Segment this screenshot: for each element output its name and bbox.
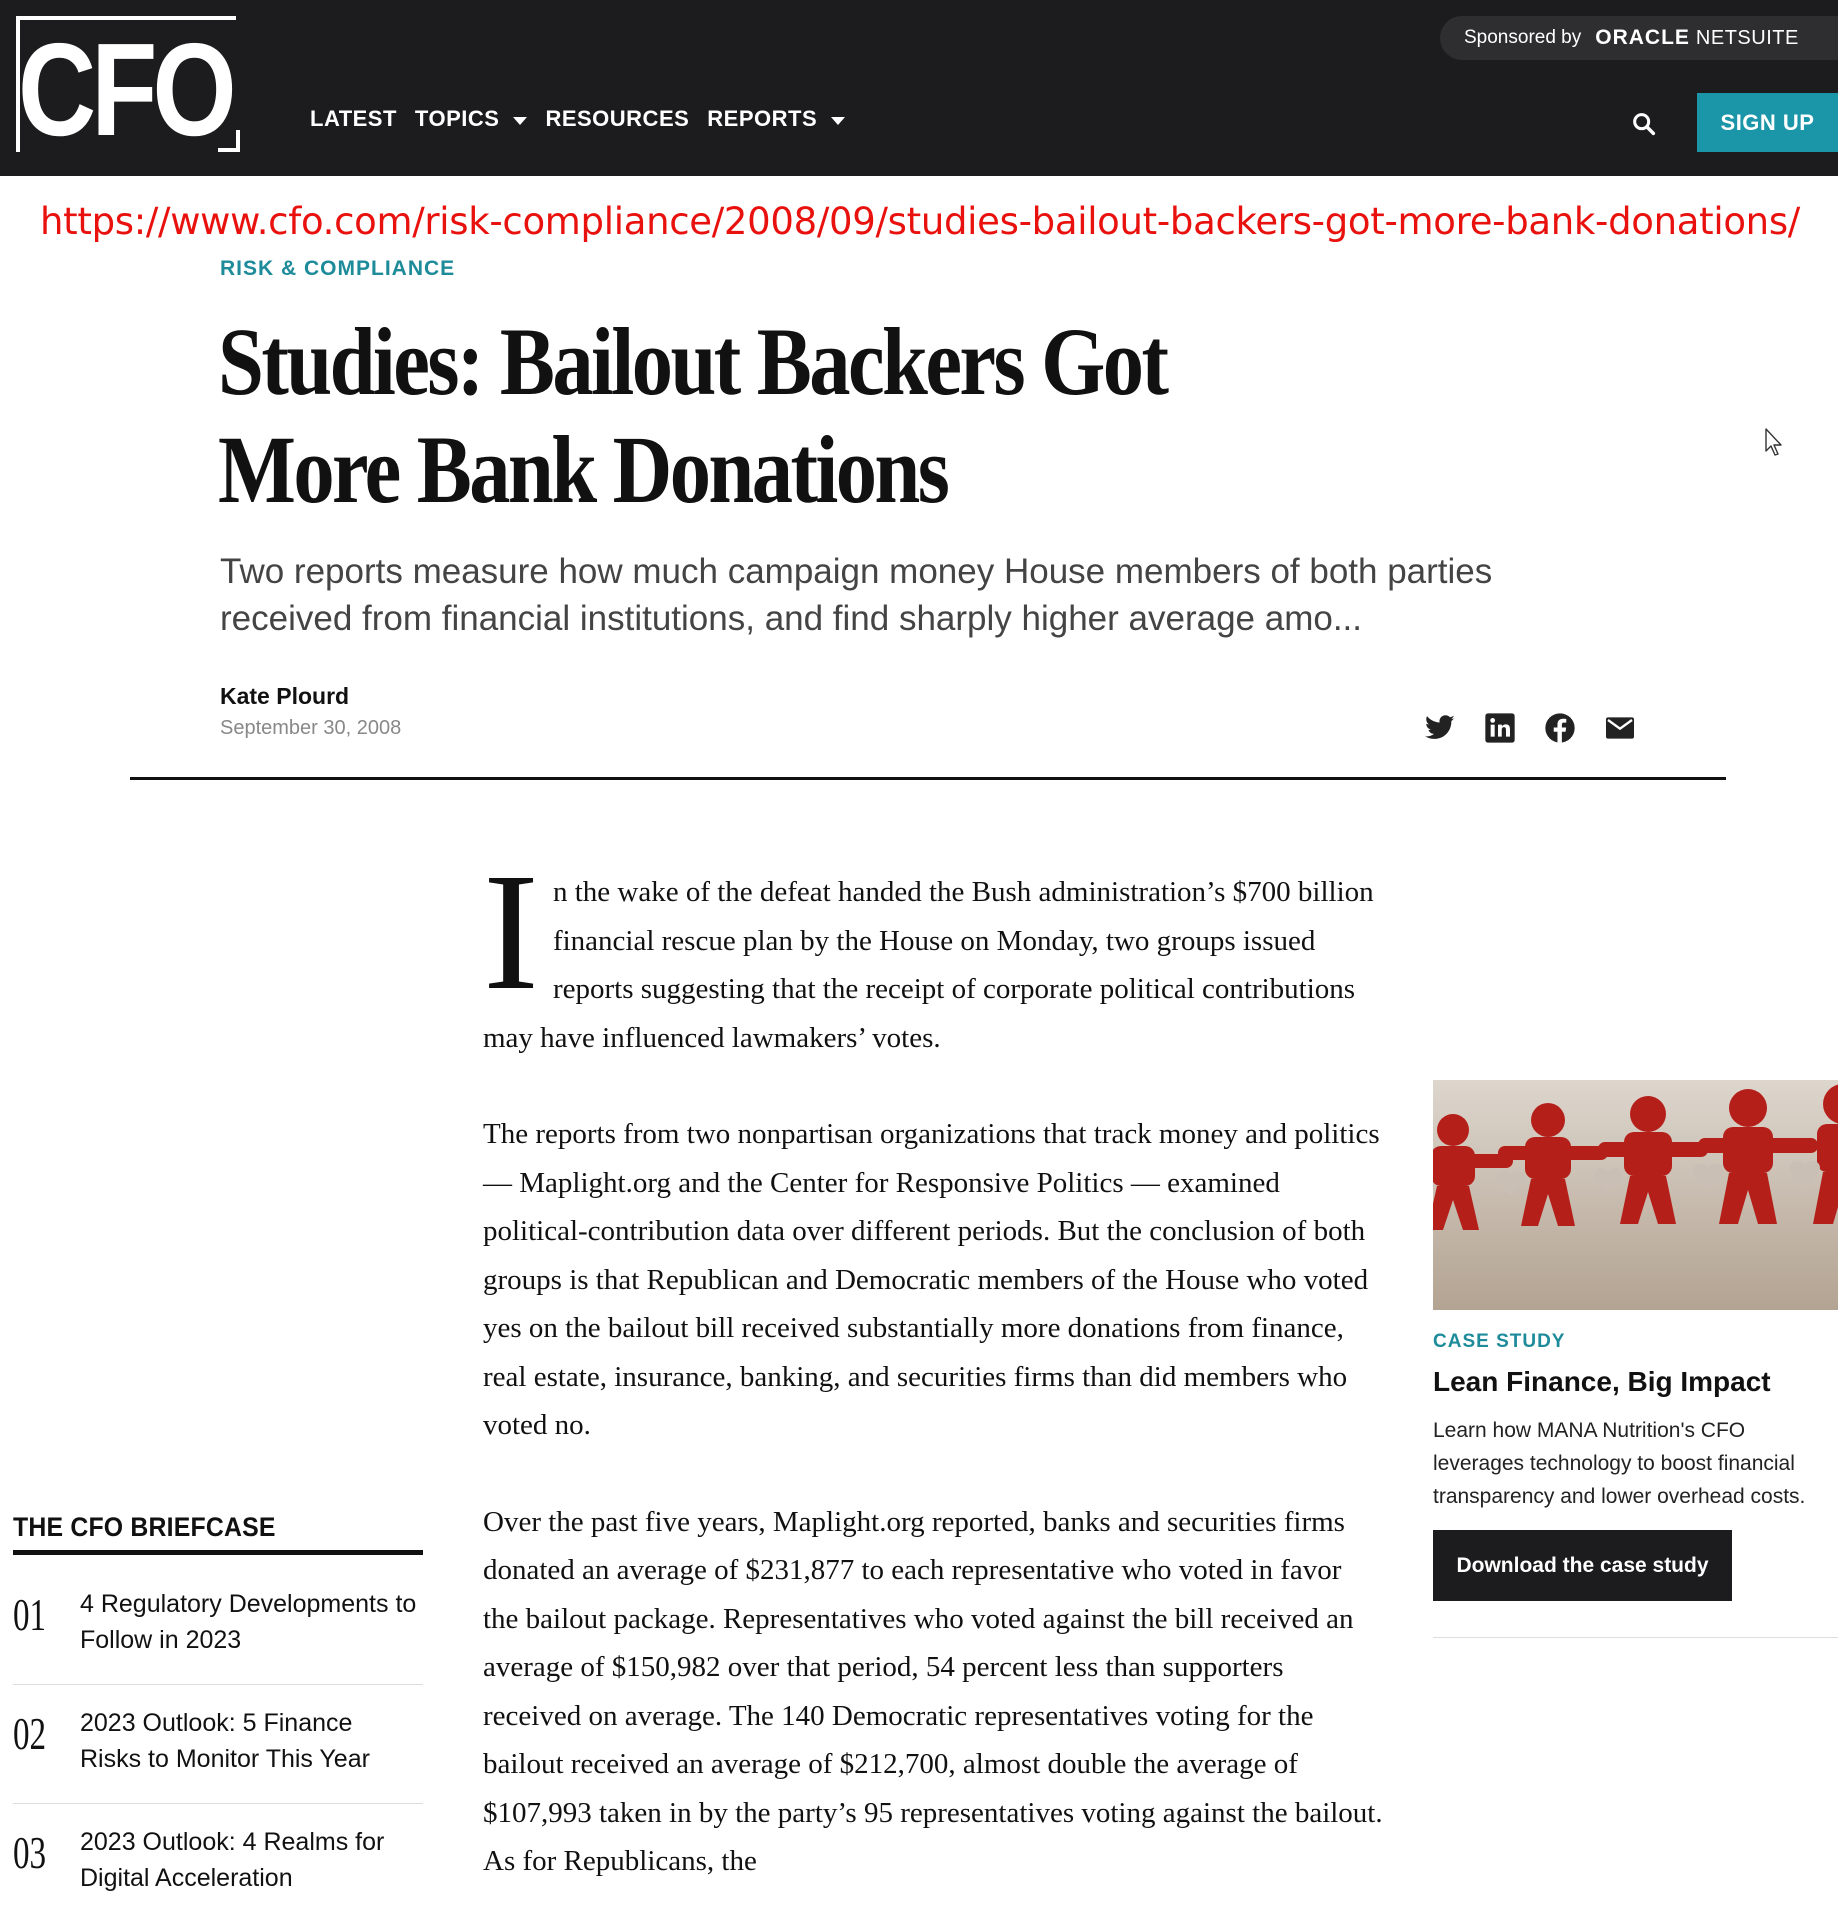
search-icon[interactable] <box>1630 110 1658 138</box>
briefcase-item-number: 01 <box>13 1589 47 1640</box>
download-case-study-button[interactable]: Download the case study <box>1433 1530 1732 1601</box>
main-nav <box>310 106 863 132</box>
drop-cap: I <box>483 839 539 1025</box>
nav-latest-label: LATEST <box>310 106 397 131</box>
nav-reports-label: REPORTS <box>707 106 818 131</box>
nav-resources[interactable] <box>545 106 689 132</box>
case-study-kicker: CASE STUDY <box>1433 1331 1566 1352</box>
chevron-down-icon <box>831 117 845 125</box>
nav-latest[interactable] <box>310 106 397 132</box>
article-paragraph: Over the past five years, Maplight.org reported, banks and securities firms donated an average of $231,877 to each representative who voted in favor the bailout package. Representatives who voted against the bill received an average of $150,982 over that period, 54 percent less than supporters received on average. The 140 Democratic representatives voting for the bailout received an average of $212,700, almost double the average of $107,993 taken in by the party’s 95 representatives voting against the bailout. As for Republicans, the <box>483 1505 1383 1877</box>
site-header <box>0 0 1838 176</box>
briefcase-item[interactable] <box>13 1566 423 1685</box>
header-divider <box>130 777 1726 780</box>
facebook-icon[interactable] <box>1544 712 1576 744</box>
briefcase-item[interactable] <box>13 1804 423 1906</box>
briefcase-rule <box>13 1550 423 1555</box>
sponsor-badge[interactable] <box>1440 16 1838 60</box>
email-icon[interactable] <box>1604 712 1636 744</box>
nav-topics[interactable] <box>415 106 528 132</box>
cfo-logo[interactable] <box>16 16 236 163</box>
mouse-cursor-icon <box>1764 427 1784 457</box>
briefcase-item[interactable] <box>13 1685 423 1804</box>
url-annotation: https://www.cfo.com/risk-compliance/2008/09/studies-bailout-backers-got-more-bank-donations/ <box>40 200 1800 243</box>
author-name[interactable]: Kate Plourd <box>220 683 350 709</box>
article-body <box>483 839 1383 1906</box>
briefcase-item-number: 03 <box>13 1827 47 1878</box>
linkedin-icon[interactable] <box>1484 712 1516 744</box>
article-category[interactable]: RISK & COMPLIANCE <box>220 257 456 280</box>
sponsor-brand: ORACLE <box>1595 26 1690 49</box>
article-dek: Two reports measure how much campaign money House members of both parties received from financial institutions, and find sharply higher average amo... <box>220 552 1493 638</box>
article-paragraph <box>483 839 1383 1062</box>
briefcase-item-number: 02 <box>13 1708 47 1759</box>
chevron-down-icon <box>513 117 527 125</box>
nav-resources-label: RESOURCES <box>545 106 690 131</box>
sponsor-label: Sponsored by <box>1464 27 1582 48</box>
briefcase-item-title[interactable]: 4 Regulatory Developments to Follow in 2023 <box>80 1590 417 1654</box>
briefcase-item-title[interactable]: 2023 Outlook: 5 Finance Risks to Monitor This Year <box>80 1709 370 1773</box>
sponsor-brand-suffix: NETSUITE <box>1695 26 1799 49</box>
nav-reports[interactable] <box>707 106 845 132</box>
briefcase-title: THE CFO BRIEFCASE <box>13 1512 276 1542</box>
paragraph-text: n the wake of the defeat handed the Bush administration’s $700 billion financial rescue plan by the House on Monday, two groups issued reports suggesting that the receipt of corporate political contributions may have influenced lawmakers’ votes. <box>483 876 1374 1054</box>
article-paragraph: The reports from two nonpartisan organizations that track money and politics — Maplight.org and the Center for Responsive Politics — examined political-contribution data over different periods. But the conclusion of both groups is that Republican and Democratic members of the House who voted yes on the bailout bill received substantially more donations from finance, real estate, insurance, banking, and securities firms than did members who voted no. <box>483 1118 1380 1441</box>
paper-chain-people-image <box>1433 1080 1838 1310</box>
case-study-title[interactable]: Lean Finance, Big Impact <box>1433 1366 1771 1397</box>
case-study-image[interactable] <box>1433 1080 1838 1310</box>
article-title: Studies: Bailout Backers Got More Bank Donations <box>218 308 1167 523</box>
twitter-icon[interactable] <box>1424 712 1456 744</box>
nav-topics-label: TOPICS <box>414 106 500 131</box>
briefcase-item-title[interactable]: 2023 Outlook: 4 Realms for Digital Acceleration <box>80 1828 385 1892</box>
sign-up-button[interactable]: SIGN UP <box>1697 93 1838 152</box>
case-study-description: Learn how MANA Nutrition's CFO leverages technology to boost financial transparency and lower overhead costs. <box>1433 1419 1806 1508</box>
logo-frame-corner <box>218 130 240 152</box>
publish-date: September 30, 2008 <box>220 717 402 739</box>
logo-text: CFO <box>18 16 232 163</box>
card-divider <box>1433 1637 1838 1638</box>
